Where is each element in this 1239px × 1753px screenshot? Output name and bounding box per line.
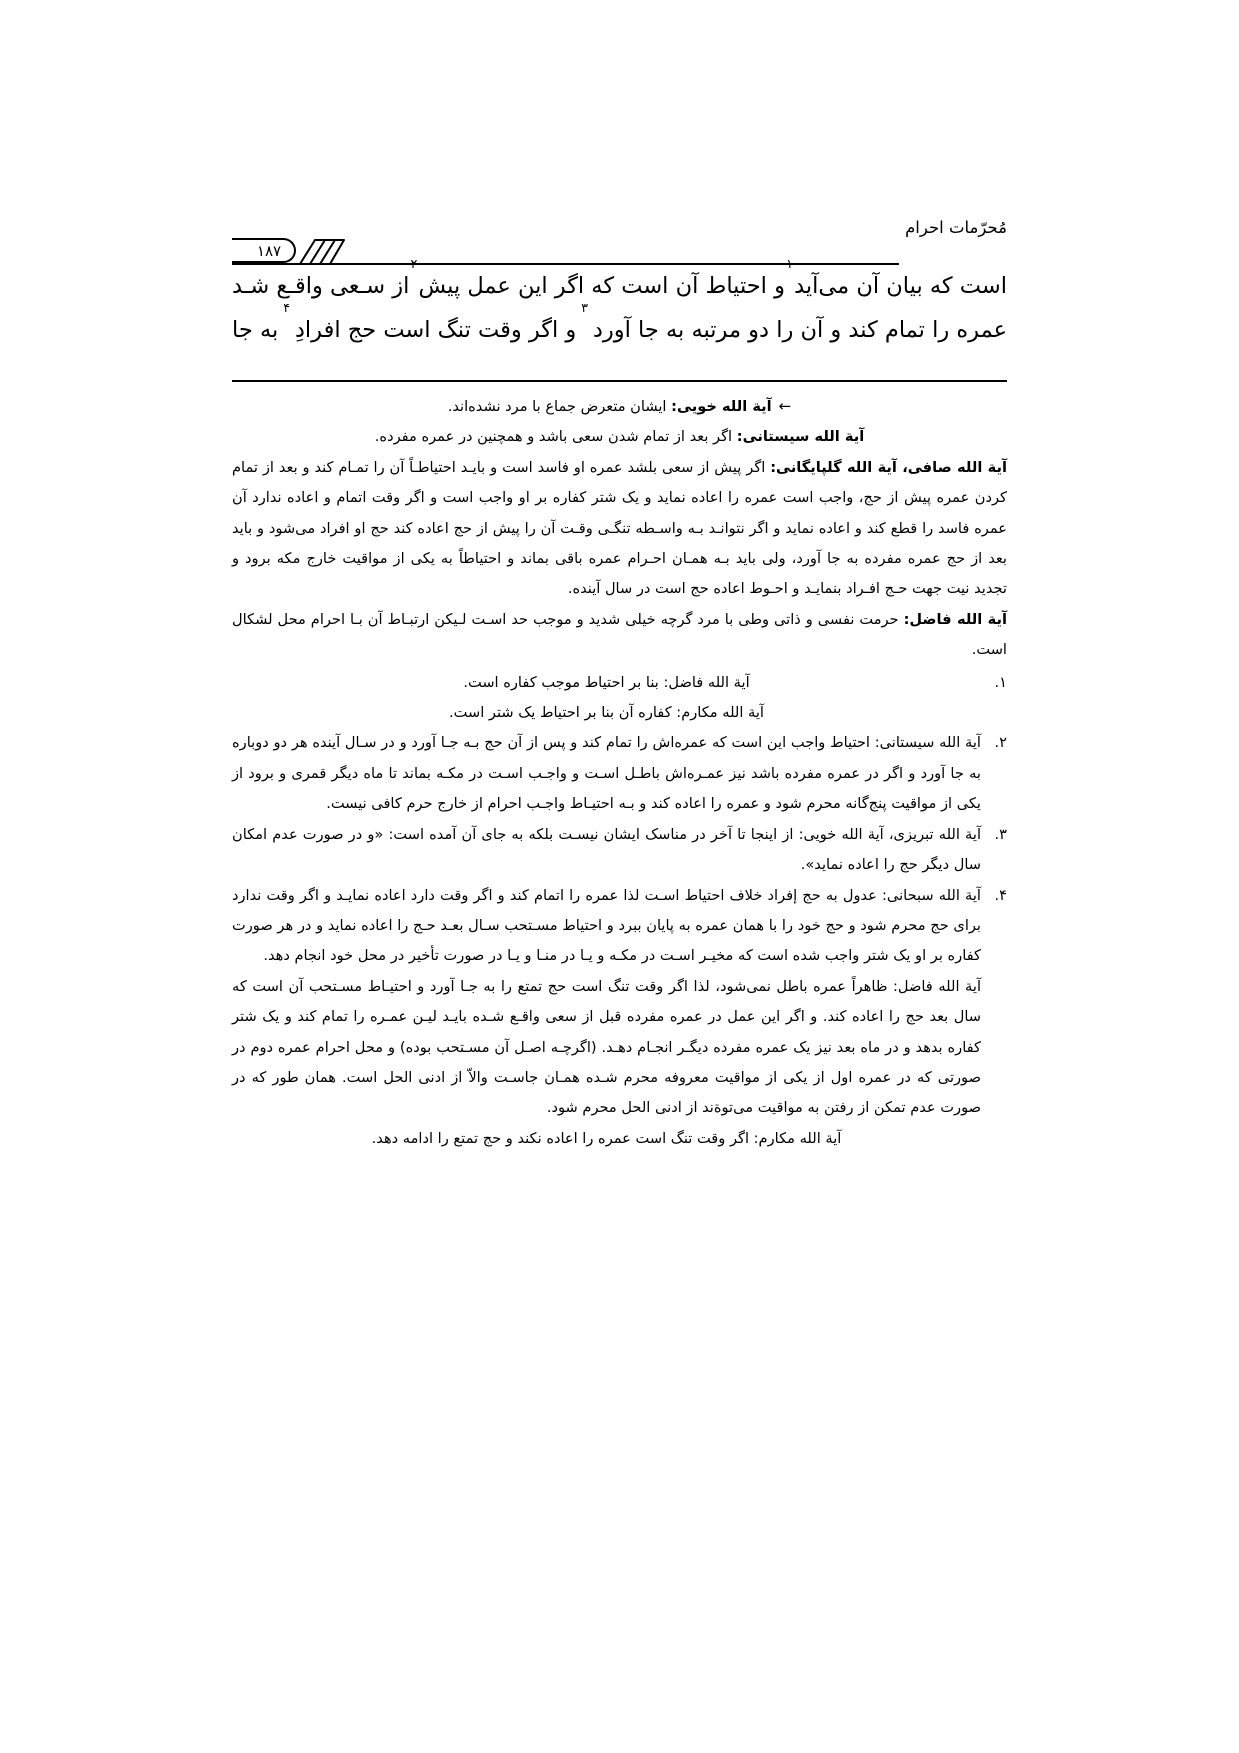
- authority-name-4-fazel: آیة الله فاضل:: [893, 977, 981, 995]
- footnote-4-entry-makarem: [232, 1124, 981, 1154]
- footnote-ref-1: ۱: [786, 256, 793, 271]
- page-number: ۱۸۷: [256, 242, 282, 260]
- numbered-footnote-item-4: [232, 881, 1007, 1155]
- authority-name-4-sobhani: آیة الله سبحانی:: [882, 886, 981, 904]
- footnote-text-sistani: اگر بعد از تمام شدن سعی باشد و همچنین در عمره مفرده.: [374, 428, 737, 446]
- footnote-2-text-sistani: احتیاط واجب این است که عمره‌اش را تمام کند و پس از آن حج بـه جـا آورد و در سـال آینده هر دو دوباره به جا آورد و اگر در عمره مفرده باشد نیز عمـره‌اش باطـل اسـت و واجـب اسـت در مکـه بماند تا ماه دیگر قمری و برود از یکی از مواقیت پنج‌گانه محرم شود و عمره را اعاده کند و بـه احتیـاط واجـب احرام از خارج حرم کافی نیست.: [232, 734, 981, 813]
- list-marker-1: ۱.: [994, 673, 1007, 691]
- authority-name-2-sistani: آیة الله سیستانی:: [874, 734, 981, 752]
- body-line-1-segment-a: است که بیان آن می‌آید: [794, 273, 1007, 299]
- authority-name-4-makarem: آیة الله مکارم:: [753, 1129, 842, 1147]
- footnote-sistani: [232, 422, 1007, 452]
- main-body-text: [232, 256, 1007, 352]
- footnote-ref-3: ۳: [581, 300, 588, 315]
- header-title: مُحرّمات احرام: [905, 218, 1007, 237]
- body-line-2-segment-a: عمره را تمام کند و آن را دو مرتبه به جا آورد: [592, 317, 1007, 343]
- footnote-1-text-fazel: بنا بر احتیاط موجب کفاره است.: [463, 673, 664, 691]
- footnote-text-fazel-top: حرمت نفسی و ذاتی وطی با مرد گرچه خیلی شدید و موجب حد اسـت لـیکن ارتبـاط آن بـا احرام محل لشکال است.: [232, 610, 1007, 659]
- authority-name-safi-golpayegani: آیة الله صافی، آیة الله گلپایگانی:: [770, 458, 1007, 476]
- body-line-2-segment-b: و اگر وقت تنگ است حج افرادِ: [294, 317, 577, 343]
- footnote-1-text-makarem: کفاره آن بنا بر احتیاط یک شتر است.: [449, 704, 677, 722]
- body-line-1: [232, 256, 1007, 308]
- body-line-1-segment-b: و احتیاط آن است که اگر این عمل پیش: [418, 273, 785, 299]
- authority-name-1-fazel: آیة الله فاضل:: [663, 673, 750, 691]
- numbered-footnote-list: [232, 668, 1007, 1155]
- footnote-fazel-top: [232, 605, 1007, 666]
- list-marker-4: ۴.: [994, 886, 1007, 904]
- authority-name-1-makarem: آیة الله مکارم:: [676, 704, 764, 722]
- left-arrow-icon: ←: [778, 397, 792, 415]
- authority-name-khoei: آیة الله خویی:: [671, 398, 772, 415]
- authority-name-fazel-top: آیة الله فاضل:: [903, 610, 1007, 628]
- list-marker-3: ۳.: [994, 825, 1007, 843]
- footnote-4-text-makarem: اگر وقت تنگ است عمره را اعاده نکند و حج تمتع را ادامه دهد.: [371, 1129, 754, 1147]
- footnote-4-text-fazel: ظاهراً عمره باطل نمی‌شود، لذا اگر وقت تنگ است حج تمتع را به جـا آورد و احتیـاط مسـتحب آن است که سال بعد حج را اعاده کند. و اگر این عمل در عمره مفرده قبل از سعی واقـع شـده بایـد لیـن عمـره را تمام کند و یک شتر کفاره بدهد و در ماه بعد نیز یک عمره مفرده دیگـر انجـام دهـد. (اگرچـه اصـل آن مسـتحب بوده) و محل احرام عمره دوم در صورتی که در عمره اول از یکی از مواقیت معروفه محرم شـده همـان جاسـت والاّ از ادنی الحل است. همان طور که در صورت عدم تمکن از رفتن به مواقیت می‌توةند از ادنی الحل محرم شود.: [232, 977, 981, 1117]
- numbered-footnote-item-2: [232, 728, 1007, 819]
- authority-name-sistani: آیة الله سیستانی:: [736, 428, 865, 446]
- footnote-text-safi-golpayegani: اگر پیش از سعی بلشد عمره او فاسد است و بایـد احتیاطـاً آن را تمـام کند و بعد از تمام کردن عمره پیش از حج، واجب است عمره را اعاده نماید و یک شتر کفاره بر او واجب است و اگر وقت اتمام و اعاده ندارد آن عمره فاسد را قطع کند و اعاده نماید و اگر نتوانـد بـه واسـطه تنگـی وقـت آن را پیش از حج اعاده کند حج او افراد می‌شود و باید بعد از حج عمره مفرده به جا آورد، ولی باید بـه همـان احـرام عمره باقی بماند و احتیاطاً به یکی از مواقیت خارج مکه برود و تجدید نیت جهت حـج افـراد بنمایـد و احـوط اعاده حج است در سال آینده.: [232, 458, 1007, 598]
- footnote-4-entry-fazel: [232, 972, 981, 1124]
- numbered-footnote-item-1: [232, 668, 1007, 729]
- decorative-slashes-icon: [294, 236, 346, 266]
- body-line-1-segment-c: از سـعی واقـع شـد: [232, 273, 410, 299]
- footnote-3-entry-tabrizi-khoei: [232, 820, 981, 881]
- footnote-2-entry-sistani: [232, 728, 981, 819]
- footnote-1-entry-fazel: [232, 668, 981, 698]
- numbered-footnote-item-3: [232, 820, 1007, 881]
- footnotes-section: [232, 392, 1007, 1154]
- footnote-text-khoei: ایشان متعرض جماع با مرد نشده‌اند.: [447, 398, 672, 415]
- footnote-safi-golpayegani: [232, 453, 1007, 605]
- footnote-1-entry-makarem: [232, 698, 981, 728]
- footnote-ref-2: ۲: [410, 256, 418, 271]
- footnote-ref-4: ۴: [283, 300, 290, 315]
- footnote-arrow-khoei: [232, 392, 1007, 422]
- footnote-4-entry-sobhani: [232, 881, 981, 972]
- footnote-3-text-tabrizi-khoei: از اینجا تا آخر در مناسک ایشان نیسـت بلکه به جای آن آمده است: «و در صورت عدم امکان سال دیگر حج را اعاده نماید».: [232, 825, 981, 874]
- list-marker-2: ۲.: [994, 734, 1007, 752]
- authority-name-3-tabrizi-khoei: آیة الله تبریزی، آیة الله خویی:: [798, 825, 981, 843]
- body-line-2-segment-c: به جا: [232, 317, 279, 343]
- footnote-separator-rule: [232, 380, 1007, 382]
- footnote-4-text-sobhani: عدول به حج إفراد خلاف احتیاط اسـت لذا عمره را اتمام کند و اگر وقت دارد اعاده نمایـد و اگر وقت ندارد برای حج محرم شود و حج خود را با همان عمره به پایان ببرد و احتیاط مسـتحب سـال بعـد حـج را اعاده نماید و در هر صورت کفاره بر او یک شتر واجب شده است که مخیـر اسـت در مکـه و یـا در منـا و یـا در صورت تأخیر در محل خود انجام دهد.: [232, 886, 981, 965]
- body-line-2: [232, 300, 1007, 352]
